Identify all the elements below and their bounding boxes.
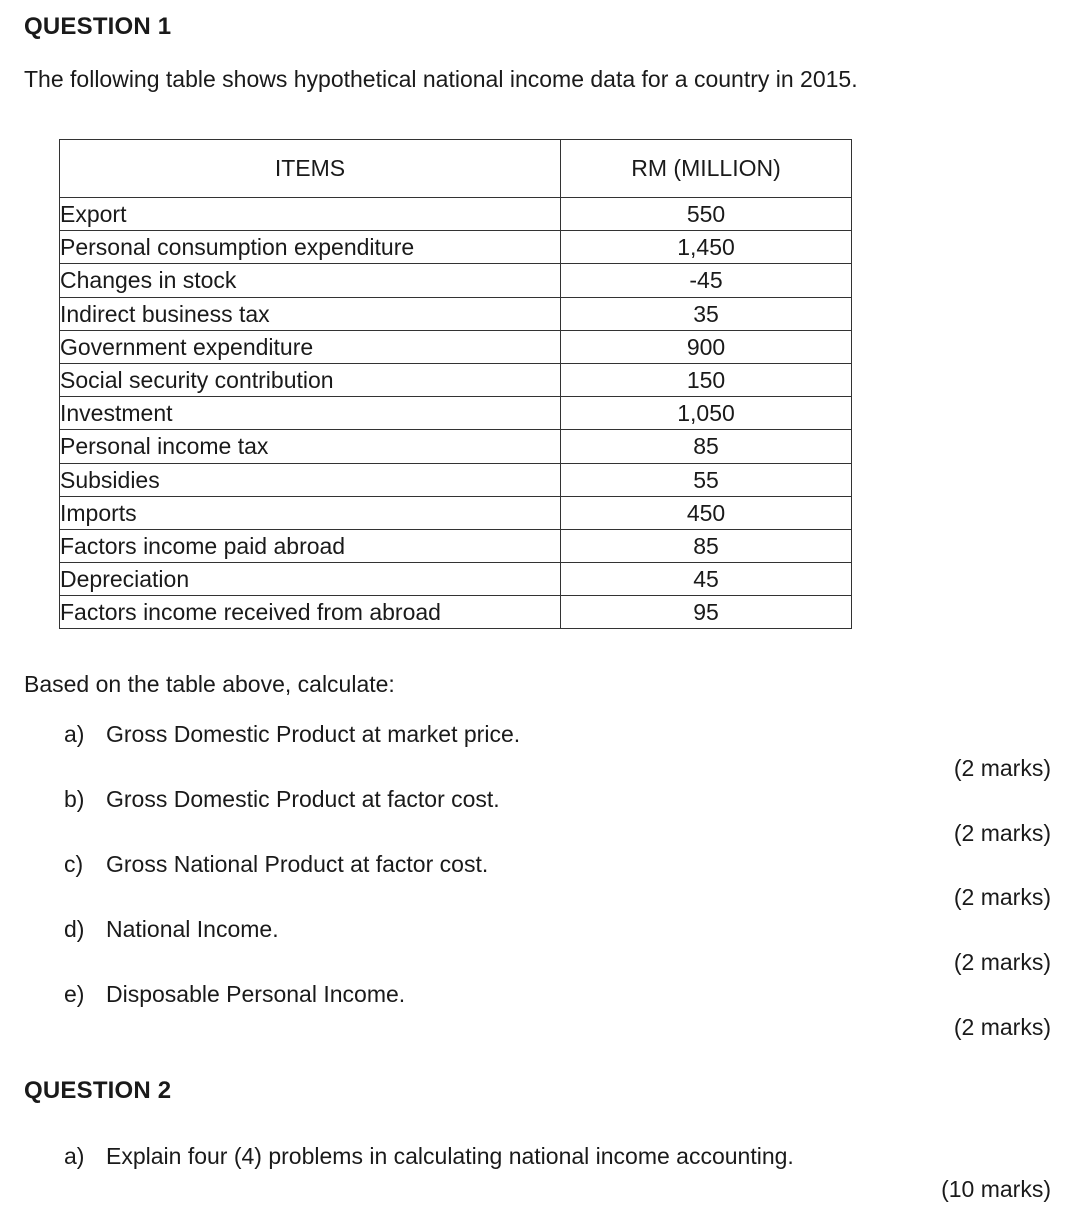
part-text: Gross Domestic Product at market price. [106, 721, 521, 747]
value-cell: 45 [561, 563, 852, 596]
table-row [60, 463, 852, 496]
item-cell: Imports [60, 496, 561, 529]
part-b [64, 786, 500, 813]
value-cell: 550 [561, 198, 852, 231]
value-cell: 1,050 [561, 397, 852, 430]
table-row [60, 430, 852, 463]
part-text: Explain four (4) problems in calculating national income accounting. [106, 1143, 794, 1169]
item-cell: Factors income paid abroad [60, 529, 561, 562]
part-d [64, 916, 279, 943]
part-label: a) [64, 1143, 85, 1169]
table-row [60, 198, 852, 231]
marks-label: (2 marks) [953, 820, 1051, 846]
table-row [60, 330, 852, 363]
items-column-header: ITEMS [60, 140, 561, 198]
value-cell: 1,450 [561, 231, 852, 264]
part-label: b) [64, 786, 85, 812]
value-cell: -45 [561, 264, 852, 297]
item-cell: Investment [60, 397, 561, 430]
item-cell: Subsidies [60, 463, 561, 496]
national-income-table [59, 139, 852, 629]
question-1-intro: The following table shows hypothetical national income data for a country in 2015. [24, 66, 858, 92]
value-cell: 150 [561, 363, 852, 396]
value-cell: 85 [561, 430, 852, 463]
part-text: Disposable Personal Income. [106, 981, 406, 1007]
item-cell: Social security contribution [60, 363, 561, 396]
marks-label: (2 marks) [953, 1014, 1051, 1040]
table-row [60, 231, 852, 264]
calculation-prompt: Based on the table above, calculate: [24, 671, 395, 697]
part-label: a) [64, 721, 85, 747]
part-text: Gross National Product at factor cost. [106, 851, 489, 877]
value-column-header: RM (MILLION) [561, 140, 852, 198]
part-label: e) [64, 981, 85, 1007]
value-cell: 900 [561, 330, 852, 363]
table-header-row [60, 140, 852, 198]
q2-part-a [64, 1143, 794, 1170]
table-row [60, 596, 852, 629]
item-cell: Export [60, 198, 561, 231]
question-1-heading: QUESTION 1 [24, 13, 172, 40]
table-row [60, 397, 852, 430]
marks-label: (2 marks) [953, 755, 1051, 781]
table-row [60, 297, 852, 330]
table-row [60, 563, 852, 596]
item-cell: Depreciation [60, 563, 561, 596]
part-text: Gross Domestic Product at factor cost. [106, 786, 500, 812]
part-a [64, 721, 520, 748]
value-cell: 85 [561, 529, 852, 562]
part-label: c) [64, 851, 84, 877]
part-e [64, 981, 405, 1008]
marks-label: (10 marks) [941, 1176, 1051, 1202]
part-c [64, 851, 488, 878]
table-row [60, 496, 852, 529]
value-cell: 35 [561, 297, 852, 330]
marks-label: (2 marks) [953, 949, 1051, 975]
part-text: National Income. [106, 916, 279, 942]
question-2-heading: QUESTION 2 [24, 1077, 172, 1104]
item-cell: Personal consumption expenditure [60, 231, 561, 264]
value-cell: 450 [561, 496, 852, 529]
item-cell: Government expenditure [60, 330, 561, 363]
item-cell: Indirect business tax [60, 297, 561, 330]
item-cell: Personal income tax [60, 430, 561, 463]
table-row [60, 529, 852, 562]
part-label: d) [64, 916, 85, 942]
item-cell: Changes in stock [60, 264, 561, 297]
table-row [60, 363, 852, 396]
item-cell: Factors income received from abroad [60, 596, 561, 629]
value-cell: 95 [561, 596, 852, 629]
table-row [60, 264, 852, 297]
value-cell: 55 [561, 463, 852, 496]
marks-label: (2 marks) [953, 884, 1051, 910]
